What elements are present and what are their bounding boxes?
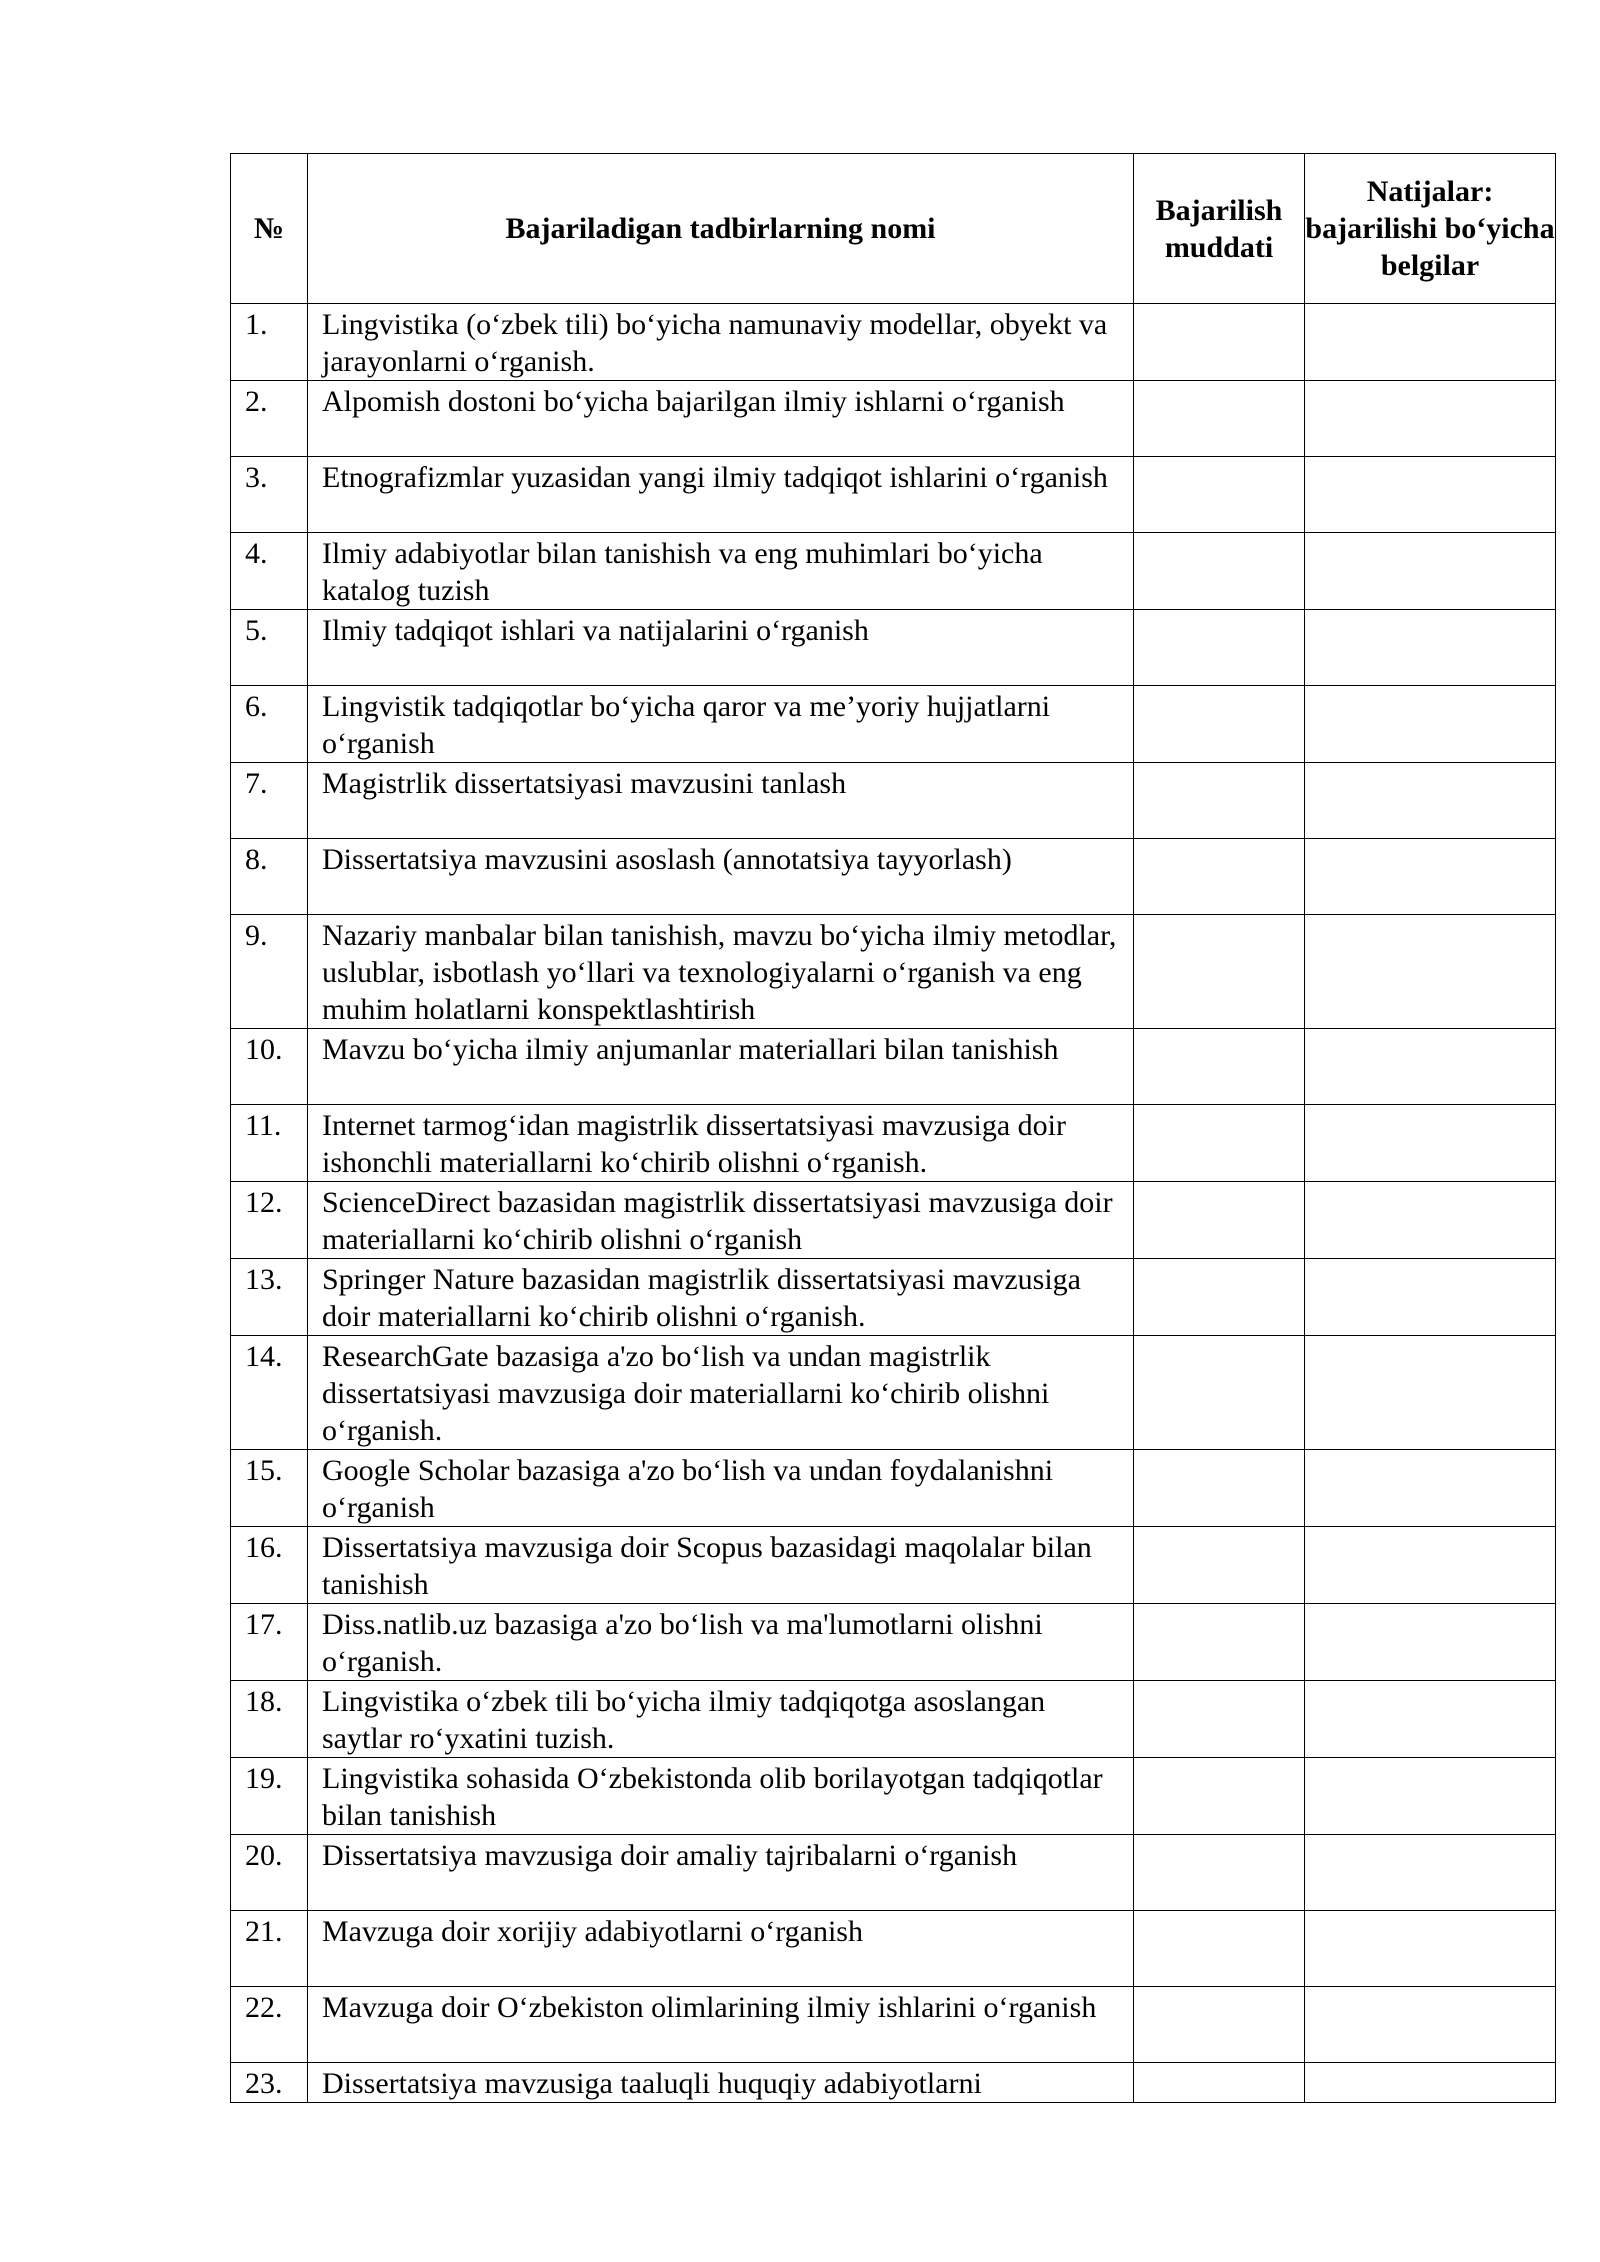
table-row	[231, 1259, 1556, 1336]
row-activity-name: Dissertatsiya mavzusiga doir amaliy tajribalarni o‘rganish	[308, 1835, 1134, 1911]
row-number: 13.	[231, 1259, 308, 1336]
table-row	[231, 533, 1556, 610]
row-activity-name: Dissertatsiya mavzusiga taaluqli huquqiy adabiyotlarni	[308, 2063, 1134, 2103]
row-deadline-cell[interactable]	[1134, 1182, 1305, 1259]
row-result-cell[interactable]	[1305, 457, 1556, 533]
activities-table	[230, 153, 1556, 2103]
row-deadline-cell[interactable]	[1134, 839, 1305, 915]
row-activity-name: Magistrlik dissertatsiyasi mavzusini tanlash	[308, 763, 1134, 839]
row-activity-name: Mavzuga doir xorijiy adabiyotlarni o‘rganish	[308, 1911, 1134, 1987]
row-result-cell[interactable]	[1305, 1182, 1556, 1259]
row-result-cell[interactable]	[1305, 610, 1556, 686]
table-row	[231, 763, 1556, 839]
row-deadline-cell[interactable]	[1134, 1604, 1305, 1681]
table-row	[231, 1758, 1556, 1835]
header-result	[1305, 154, 1556, 304]
table-header-row	[231, 154, 1556, 304]
row-result-cell[interactable]	[1305, 1336, 1556, 1450]
table-row	[231, 1835, 1556, 1911]
row-activity-name: Alpomish dostoni bo‘yicha bajarilgan ilmiy ishlarni o‘rganish	[308, 381, 1134, 457]
table-row	[231, 304, 1556, 381]
row-number: 22.	[231, 1987, 308, 2063]
header-activity-name: Bajariladigan tadbirlarning nomi	[308, 154, 1134, 304]
row-deadline-cell[interactable]	[1134, 1450, 1305, 1527]
row-deadline-cell[interactable]	[1134, 915, 1305, 1029]
row-activity-name: Dissertatsiya mavzusiga doir Scopus bazasidagi maqolalar bilan tanishish	[308, 1527, 1134, 1604]
row-result-cell[interactable]	[1305, 381, 1556, 457]
table-row	[231, 2063, 1556, 2103]
header-number: №	[231, 154, 308, 304]
row-deadline-cell[interactable]	[1134, 1758, 1305, 1835]
row-result-cell[interactable]	[1305, 1681, 1556, 1758]
header-deadline: Bajarilish muddati	[1134, 154, 1305, 304]
row-activity-name: Lingvistika sohasida O‘zbekistonda olib borilayotgan tadqiqotlar bilan tanishish	[308, 1758, 1134, 1835]
row-activity-name: Dissertatsiya mavzusini asoslash (annotatsiya tayyorlash)	[308, 839, 1134, 915]
row-activity-name: Ilmiy tadqiqot ishlari va natijalarini o‘rganish	[308, 610, 1134, 686]
row-activity-name: Etnografizmlar yuzasidan yangi ilmiy tadqiqot ishlarini o‘rganish	[308, 457, 1134, 533]
row-number: 20.	[231, 1835, 308, 1911]
table-row	[231, 610, 1556, 686]
row-result-cell[interactable]	[1305, 1835, 1556, 1911]
row-result-cell[interactable]	[1305, 1527, 1556, 1604]
row-result-cell[interactable]	[1305, 915, 1556, 1029]
row-number: 10.	[231, 1029, 308, 1105]
row-deadline-cell[interactable]	[1134, 610, 1305, 686]
table-row	[231, 381, 1556, 457]
row-activity-name: ResearchGate bazasiga a'zo bo‘lish va undan magistrlik dissertatsiyasi mavzusiga doir materiallarni ko‘chirib olishni o‘rganish.	[308, 1336, 1134, 1450]
table-row	[231, 915, 1556, 1029]
table-row	[231, 1450, 1556, 1527]
table-row	[231, 1029, 1556, 1105]
row-number: 6.	[231, 686, 308, 763]
row-number: 7.	[231, 763, 308, 839]
row-number: 11.	[231, 1105, 308, 1182]
row-deadline-cell[interactable]	[1134, 1987, 1305, 2063]
row-deadline-cell[interactable]	[1134, 457, 1305, 533]
row-result-cell[interactable]	[1305, 1758, 1556, 1835]
row-number: 12.	[231, 1182, 308, 1259]
row-deadline-cell[interactable]	[1134, 1681, 1305, 1758]
row-number: 21.	[231, 1911, 308, 1987]
row-result-cell[interactable]	[1305, 304, 1556, 381]
row-deadline-cell[interactable]	[1134, 381, 1305, 457]
row-activity-name: Lingvistik tadqiqotlar bo‘yicha qaror va me’yoriy hujjatlarni o‘rganish	[308, 686, 1134, 763]
row-number: 15.	[231, 1450, 308, 1527]
row-number: 4.	[231, 533, 308, 610]
row-deadline-cell[interactable]	[1134, 1105, 1305, 1182]
row-activity-name: Lingvistika (o‘zbek tili) bo‘yicha namunaviy modellar, obyekt va jarayonlarni o‘rganish.	[308, 304, 1134, 381]
row-deadline-cell[interactable]	[1134, 533, 1305, 610]
row-result-cell[interactable]	[1305, 1105, 1556, 1182]
row-activity-name: Google Scholar bazasiga a'zo bo‘lish va undan foydalanishni o‘rganish	[308, 1450, 1134, 1527]
row-result-cell[interactable]	[1305, 1029, 1556, 1105]
table-row	[231, 839, 1556, 915]
row-number: 19.	[231, 1758, 308, 1835]
table-row	[231, 457, 1556, 533]
row-number: 18.	[231, 1681, 308, 1758]
row-deadline-cell[interactable]	[1134, 1259, 1305, 1336]
row-activity-name: Ilmiy adabiyotlar bilan tanishish va eng muhimlari bo‘yicha katalog tuzish	[308, 533, 1134, 610]
row-activity-name: Lingvistika o‘zbek tili bo‘yicha ilmiy tadqiqotga asoslangan saytlar ro‘yxatini tuzish.	[308, 1681, 1134, 1758]
row-number: 16.	[231, 1527, 308, 1604]
row-number: 14.	[231, 1336, 308, 1450]
row-number: 1.	[231, 304, 308, 381]
row-result-cell[interactable]	[1305, 533, 1556, 610]
row-deadline-cell[interactable]	[1134, 763, 1305, 839]
table-row	[231, 686, 1556, 763]
row-result-cell[interactable]	[1305, 1911, 1556, 1987]
table-row	[231, 1336, 1556, 1450]
row-result-cell[interactable]	[1305, 1450, 1556, 1527]
row-deadline-cell[interactable]	[1134, 1336, 1305, 1450]
row-activity-name: Diss.natlib.uz bazasiga a'zo bo‘lish va ma'lumotlarni olishni o‘rganish.	[308, 1604, 1134, 1681]
row-deadline-cell[interactable]	[1134, 686, 1305, 763]
row-activity-name: Nazariy manbalar bilan tanishish, mavzu bo‘yicha ilmiy metodlar, uslublar, isbotlash yo‘llari va texnologiyalarni o‘rganish va eng muhim holatlarni konspektlashtirish	[308, 915, 1134, 1029]
table-row	[231, 1105, 1556, 1182]
row-activity-name: Internet tarmog‘idan magistrlik dissertatsiyasi mavzusiga doir ishonchli materiallarni ko‘chirib olishni o‘rganish.	[308, 1105, 1134, 1182]
row-number: 5.	[231, 610, 308, 686]
row-deadline-cell[interactable]	[1134, 1835, 1305, 1911]
row-result-cell[interactable]	[1305, 763, 1556, 839]
row-result-cell[interactable]	[1305, 686, 1556, 763]
row-number: 3.	[231, 457, 308, 533]
row-result-cell[interactable]	[1305, 839, 1556, 915]
row-number: 2.	[231, 381, 308, 457]
row-deadline-cell[interactable]	[1134, 1029, 1305, 1105]
row-activity-name: Mavzu bo‘yicha ilmiy anjumanlar materiallari bilan tanishish	[308, 1029, 1134, 1105]
row-result-cell[interactable]	[1305, 2063, 1556, 2103]
row-activity-name: Springer Nature bazasidan magistrlik dissertatsiyasi mavzusiga doir materiallarni ko‘chirib olishni o‘rganish.	[308, 1259, 1134, 1336]
table-row	[231, 1182, 1556, 1259]
row-activity-name: Mavzuga doir O‘zbekiston olimlarining ilmiy ishlarini o‘rganish	[308, 1987, 1134, 2063]
row-number: 8.	[231, 839, 308, 915]
row-result-cell[interactable]	[1305, 1987, 1556, 2063]
row-deadline-cell[interactable]	[1134, 2063, 1305, 2103]
table-row	[231, 1681, 1556, 1758]
table-row	[231, 1604, 1556, 1681]
row-deadline-cell[interactable]	[1134, 1527, 1305, 1604]
table-row	[231, 1911, 1556, 1987]
row-number: 9.	[231, 915, 308, 1029]
row-deadline-cell[interactable]	[1134, 1911, 1305, 1987]
row-result-cell[interactable]	[1305, 1259, 1556, 1336]
table-row	[231, 1527, 1556, 1604]
header-result-label: Natijalar: bajarilishi bo‘yicha belgilar	[1305, 175, 1555, 282]
table-row	[231, 1987, 1556, 2063]
row-activity-name: ScienceDirect bazasidan magistrlik dissertatsiyasi mavzusiga doir materiallarni ko‘chirib olishni o‘rganish	[308, 1182, 1134, 1259]
row-result-cell[interactable]	[1305, 1604, 1556, 1681]
row-number: 23.	[231, 2063, 308, 2103]
row-number: 17.	[231, 1604, 308, 1681]
row-deadline-cell[interactable]	[1134, 304, 1305, 381]
